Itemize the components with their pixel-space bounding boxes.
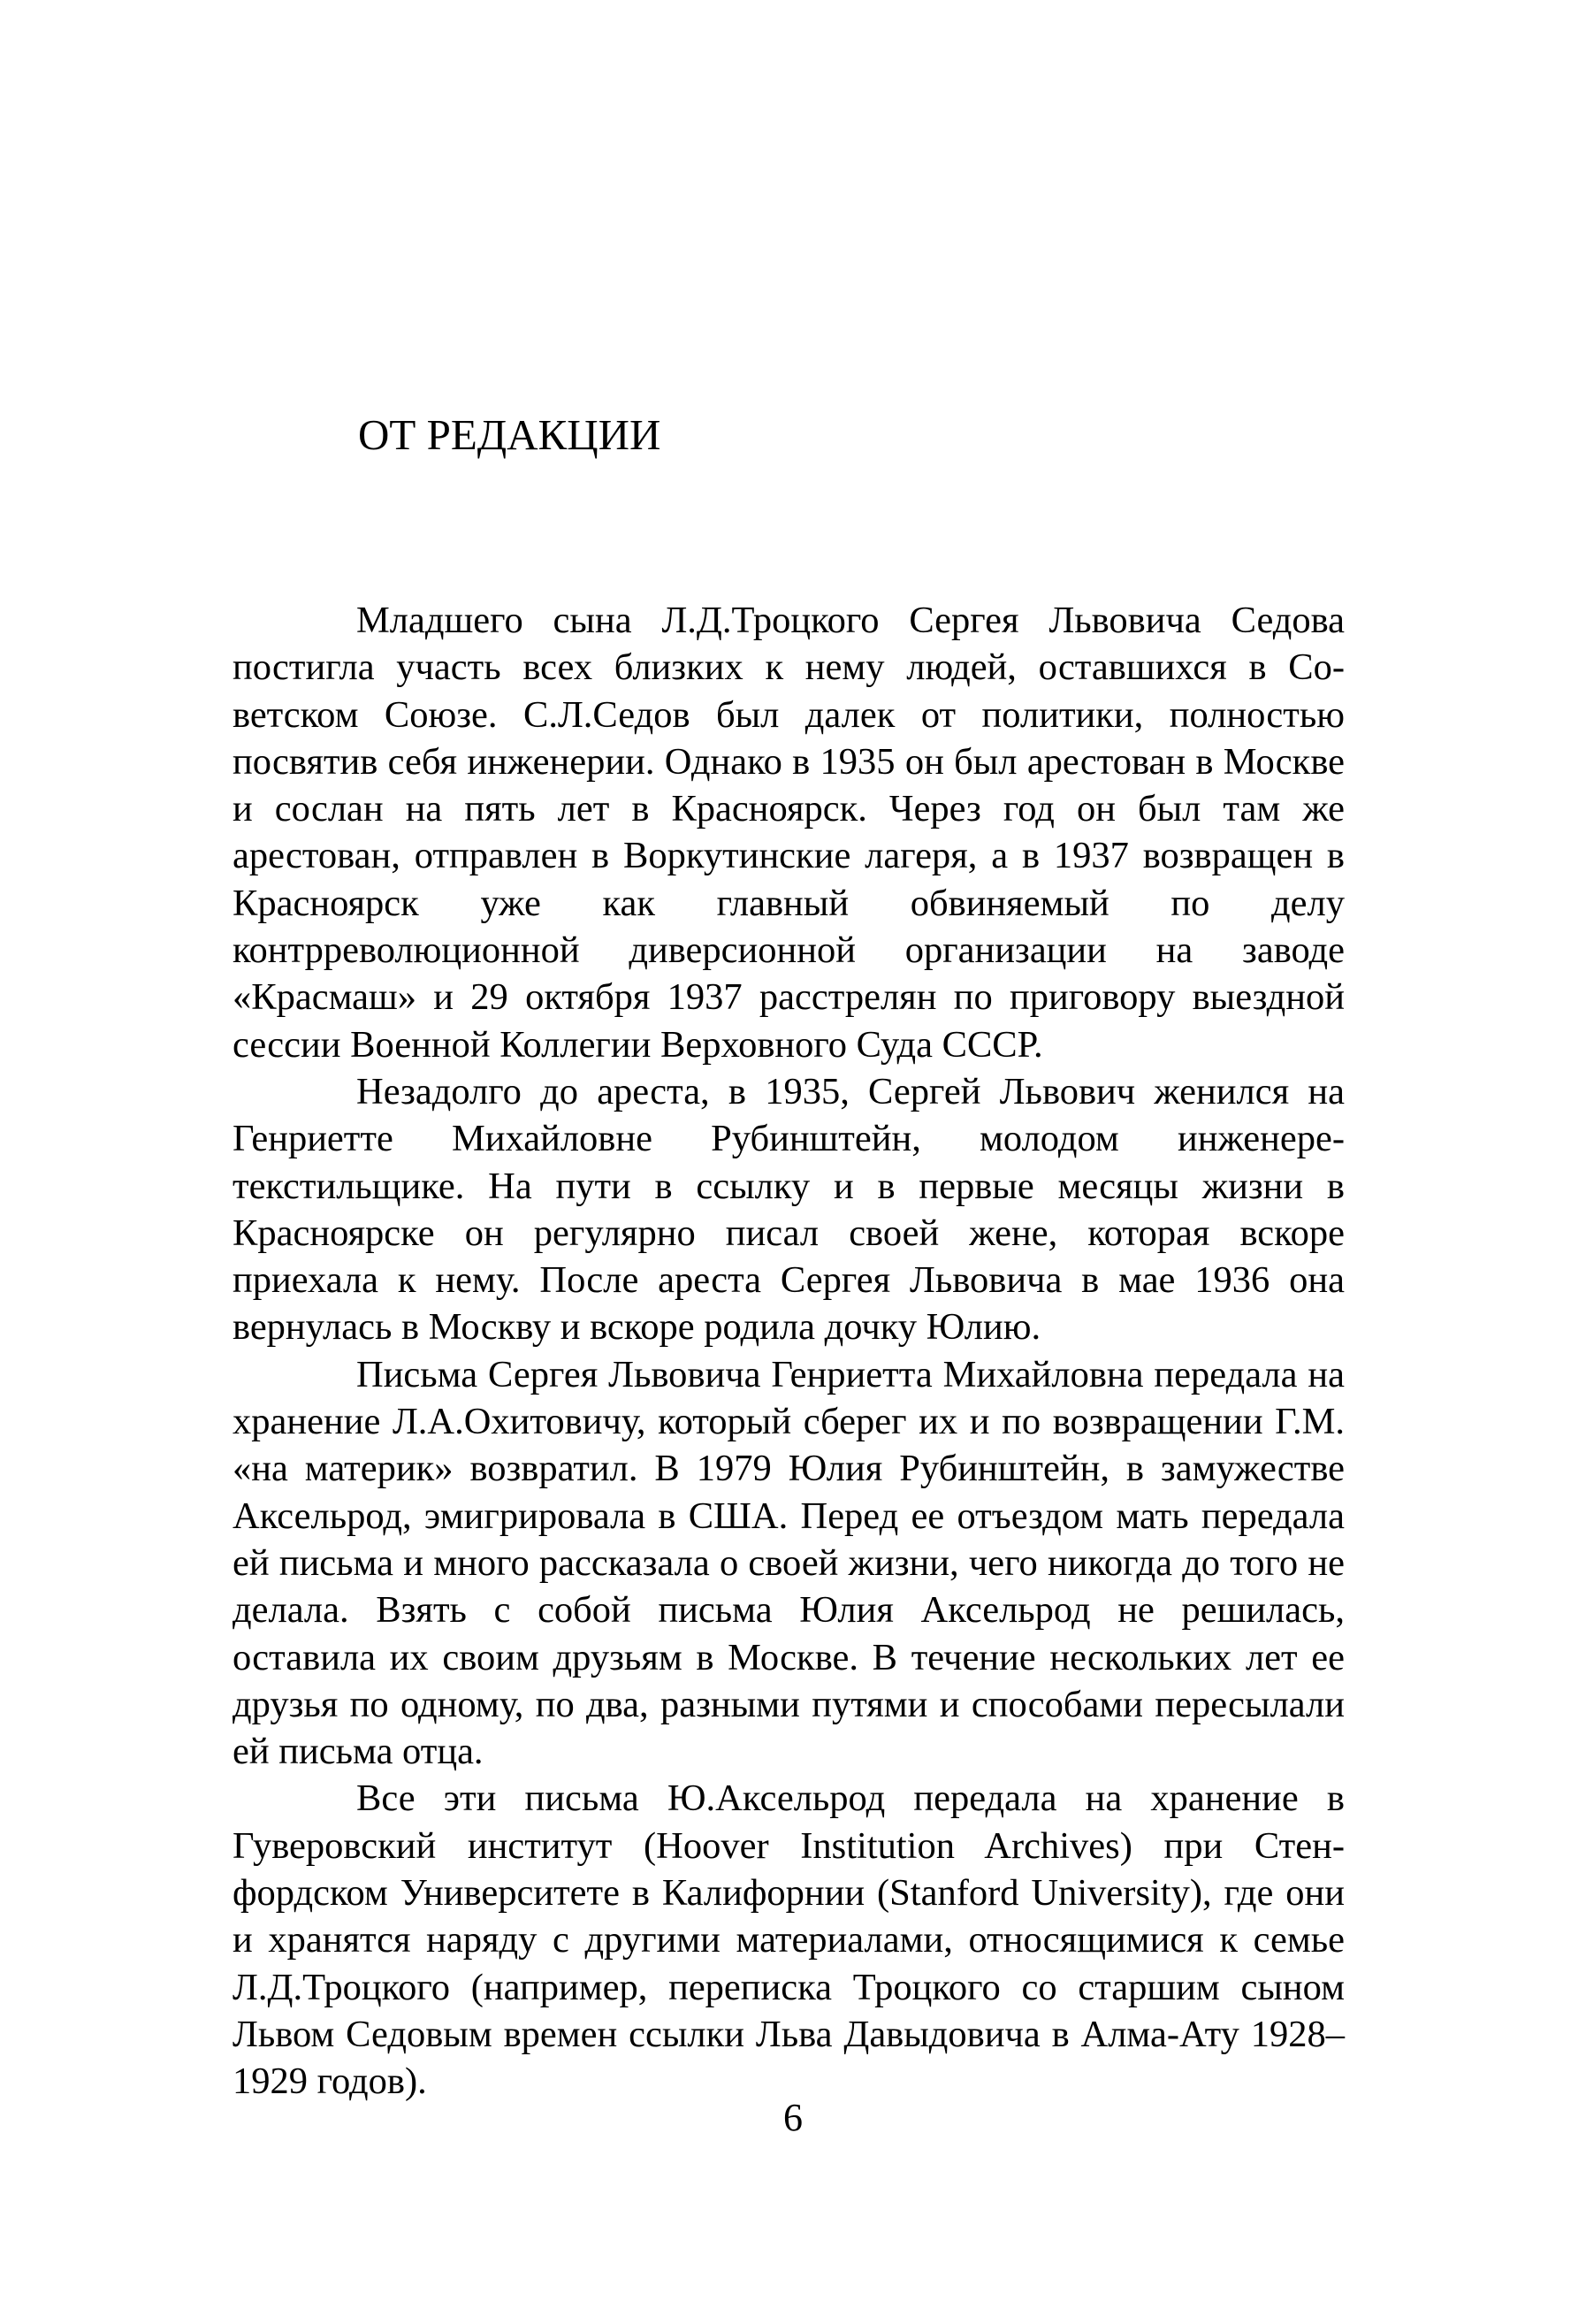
section-heading: ОТ РЕДАКЦИИ — [358, 410, 661, 459]
paragraph-2: Незадолго до ареста, в 1935, Сергей Львович женился на Генриетте Михайловне Рубинштейн, молодом инженере-текстильщике. На пути в ссылку и в первые месяцы жизни в Красноярске он регулярно писал своей жене, которая вскоре приехала к нему. После ареста Сергея Львовича в мае 1936 она вернулась в Москву и вскоре родила дочку Юлию. — [233, 1070, 1345, 1349]
page-number: 6 — [783, 2096, 803, 2139]
body-text — [233, 597, 1345, 2106]
paragraph-4: Все эти письма Ю.Аксельрод передала на хранение в Гуверовский институт (Hoover Institution Archives) при Стенфордском Университете в Калифорнии (Stanford University), где они и хранятся наряду с другими материалами, относящимися к семье Л.Д.Троцкого (например, переписка Троцкого со старшим сыном Львом Седовым времен ссылки Льва Давыдовича в Алма-Ату 1928–1929 годов). — [233, 1777, 1345, 2103]
paragraph-3: Письма Сергея Львовича Генриетта Михайловна передала на хранение Л.А.Охитовичу, который сберег их и по возвращении Г.М. «на материк» возвратил. В 1979 Юлия Рубинштейн, в замужестве Аксельрод, эмигрировала в США. Перед ее отъездом мать передала ей письма и много рассказала о своей жизни, чего никогда до того не делала. Взять с собой письма Юлия Аксельрод не решилась, оставила их своим друзьям в Москве. В течение нескольких лет ее друзья по одному, по два, разными путями и способами пересылали ей письма отца. — [233, 1353, 1345, 1773]
paragraph-1: Младшего сына Л.Д.Троцкого Сергея Львовича Седова постигла участь всех близких к нему людей, оставшихся в Советском Союзе. С.Л.Седов был далек от политики, полностью посвятив себя инженерии. Однако в 1935 он был арестован в Москве и сослан на пять лет в Красноярск. Через год он был там же арестован, отправлен в Воркутинские лагеря, а в 1937 возвращен в Красноярск уже как главный обвиняемый по делу контрреволюционной диверсионной организации на заводе «Красмаш» и 29 октября 1937 расстрелян по приговору выездной сессии Военной Коллегии Верховного Суда СССР. — [233, 600, 1345, 1066]
